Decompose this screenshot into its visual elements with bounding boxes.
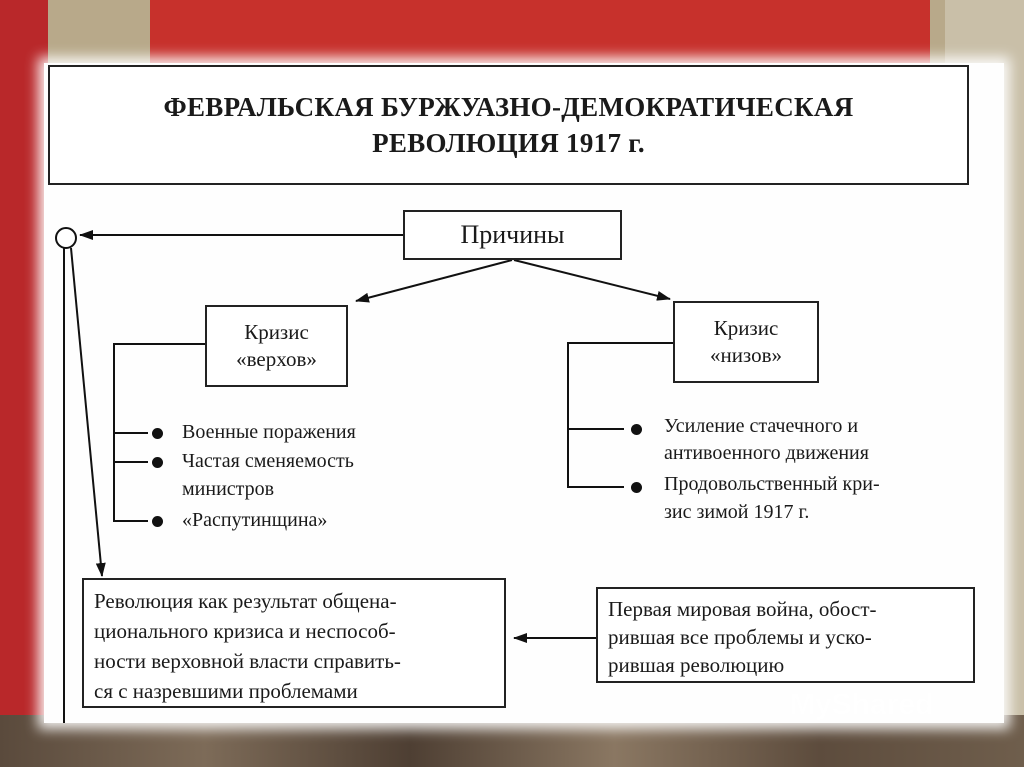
diagram-panel bbox=[44, 63, 1004, 723]
bottom-crisis-line-2: «низов» bbox=[709, 343, 783, 367]
result-line: ся с назревшими проблемами bbox=[94, 679, 358, 703]
list-item: министров bbox=[182, 478, 275, 500]
causes-label: Причины bbox=[460, 220, 565, 249]
arrow-causes-to-top-crisis bbox=[356, 260, 512, 301]
bottom-crisis-bracket bbox=[568, 343, 673, 487]
bullet-icon bbox=[631, 482, 642, 493]
list-item: Усиление стачечного и bbox=[664, 415, 859, 437]
list-item: Продовольственный кри- bbox=[664, 473, 880, 495]
causes-box bbox=[403, 210, 622, 260]
bottom-crisis-box bbox=[673, 301, 819, 383]
list-item: «Распутинщина» bbox=[182, 509, 328, 531]
top-crisis-line-1: Кризис bbox=[244, 320, 309, 344]
top-crisis-box bbox=[205, 305, 348, 387]
list-item: Частая сменяемость bbox=[182, 450, 354, 472]
bullet-icon bbox=[152, 428, 163, 439]
start-circle bbox=[56, 228, 76, 248]
title-line-1: ФЕВРАЛЬСКАЯ БУРЖУАЗНО-ДЕМОКРАТИЧЕСКАЯ bbox=[163, 92, 854, 122]
list-item: зис зимой 1917 г. bbox=[664, 501, 810, 523]
watermark-logo: MyShared bbox=[790, 688, 934, 721]
bullet-icon bbox=[152, 516, 163, 527]
war-line: рившая все проблемы и уско- bbox=[608, 625, 872, 649]
title-line-2: РЕВОЛЮЦИЯ 1917 г. bbox=[372, 128, 645, 158]
result-box bbox=[82, 578, 506, 708]
result-line: ционального кризиса и неспособ- bbox=[94, 619, 396, 643]
result-line: Революция как результат общена- bbox=[94, 589, 397, 613]
top-crisis-line-2: «верхов» bbox=[236, 347, 317, 371]
bullet-icon bbox=[631, 424, 642, 435]
bullet-icon bbox=[152, 457, 163, 468]
arrow-circle-to-result bbox=[71, 248, 102, 576]
list-item: Военные поражения bbox=[182, 421, 356, 443]
background-poster-top bbox=[150, 0, 930, 68]
list-item: антивоенного движения bbox=[664, 442, 869, 464]
result-line: ности верховной власти справить- bbox=[94, 649, 401, 673]
arrow-causes-to-bottom-crisis bbox=[514, 260, 670, 299]
war-line: Первая мировая война, обост- bbox=[608, 597, 877, 621]
war-box bbox=[596, 587, 975, 683]
bottom-crisis-line-1: Кризис bbox=[713, 316, 779, 340]
background-red-strip bbox=[0, 0, 48, 767]
war-line: рившая революцию bbox=[608, 653, 785, 677]
title-box bbox=[48, 65, 969, 185]
